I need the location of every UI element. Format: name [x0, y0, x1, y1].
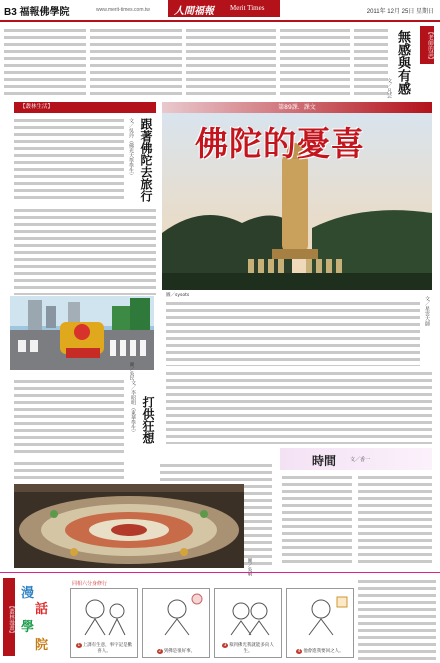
site-url[interactable]: www.merit-times.com.tw [96, 7, 150, 13]
offering-text-2 [14, 460, 124, 480]
comic-tag: 【叢林漫畫】 [3, 578, 15, 656]
comic-panel-caption: 4 他會進我要回之人。 [297, 649, 344, 654]
feature-byline: 文／星雲大師 [424, 296, 430, 326]
time-poem-title: 時間 [312, 454, 337, 468]
time-poem-text-2 [358, 474, 432, 566]
comic-panel-caption: 3 慕到佛光我就能多向人生。 [223, 643, 274, 654]
parade-photo-credit: 圖／吳民 [129, 362, 134, 380]
comic-logo-char: 學 [21, 620, 35, 635]
page-header [0, 0, 440, 22]
feature-text-1 [166, 300, 420, 366]
offering-text-1 [14, 378, 124, 456]
masthead [168, 0, 280, 17]
comic-logo-char: 話 [35, 602, 49, 617]
feature-title: 佛陀的憂喜 [195, 124, 365, 163]
text-block-top-left [4, 27, 86, 97]
parade-photo [10, 296, 154, 370]
offering-byline: 文／李昭明（東華學生） [130, 380, 136, 435]
comic-panel-drawing [71, 589, 138, 637]
offering-photo [14, 484, 244, 568]
comic-panel [286, 588, 354, 658]
masthead-logo: 人間福報 [174, 6, 214, 17]
comic-panel-drawing [287, 589, 354, 637]
text-block-top-mid-2 [280, 27, 350, 97]
comic-panel-drawing [215, 589, 282, 637]
comic-logo-char: 院 [35, 638, 49, 653]
comic-panel [214, 588, 282, 658]
comic-logo [17, 580, 61, 654]
forest-text-2 [14, 207, 156, 295]
teacher-column-title: 無感與有感 [395, 30, 410, 95]
issue-date: 2011年 12月 25日 星期日 [366, 9, 434, 15]
text-block-top-mid [186, 27, 276, 97]
offering-photo-credit: 圖／吳晴 [247, 558, 252, 576]
forest-text-1 [14, 117, 124, 203]
text-block-top-left-2 [90, 27, 182, 97]
text-block-top-right [354, 27, 388, 97]
comic-panel [70, 588, 138, 658]
comic-logo-char: 漫 [21, 586, 35, 601]
forest-column-byline: 文／吳玲（佛光大學學生） [128, 118, 134, 178]
comic-panel-caption: 1 上課有生意，事字記是歡喜人。 [77, 643, 133, 654]
feature-issue-bar: 第89課．課文 [162, 102, 432, 113]
offering-title: 打供狂想 [141, 396, 155, 444]
comic-panel [142, 588, 210, 658]
time-poem-byline: 文／香一 [350, 457, 371, 463]
teacher-column-tag: 【老師的話】 [420, 26, 434, 64]
masthead-english: Merit Times [230, 4, 265, 12]
teacher-column-byline: 文／凡芸 [386, 78, 392, 98]
comic-side-note [358, 578, 436, 660]
forest-column-tag: 【叢林生活】 [14, 102, 156, 113]
comic-top-caption: 同相六分身修行 [72, 581, 108, 587]
time-poem-text-1 [282, 474, 352, 566]
section-title: B3 福報佛學院 [4, 7, 70, 18]
comic-panel-caption: 2 到佛是很好事。 [158, 649, 196, 654]
forest-column-title: 跟著佛陀去旅行 [139, 118, 153, 202]
feature-photo-credit: 圖／sysots [166, 293, 190, 298]
feature-text-2 [166, 370, 432, 444]
comic-panel-drawing [143, 589, 210, 637]
